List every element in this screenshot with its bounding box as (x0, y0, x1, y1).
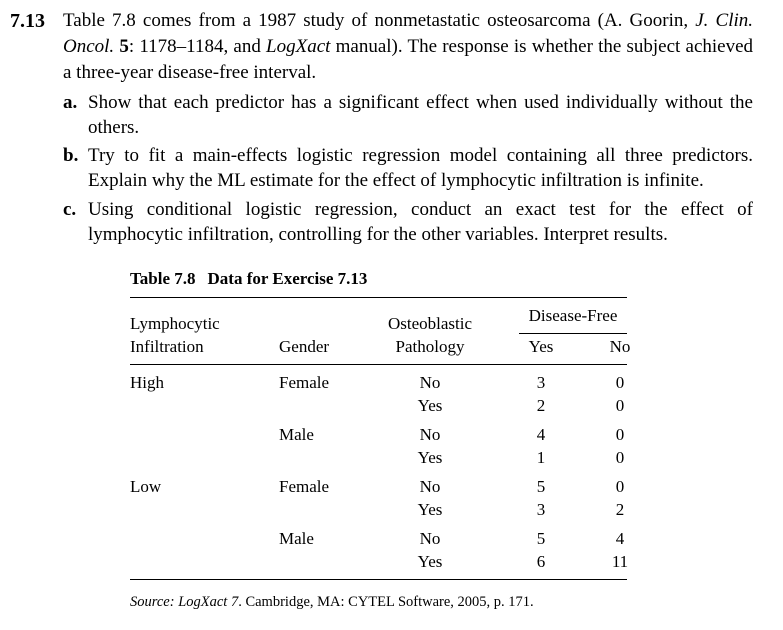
cell-no-count: 0 (615, 448, 625, 467)
cell-gender: Male (279, 425, 314, 444)
header-osteoblastic: Osteoblastic (387, 314, 473, 333)
cell-gender: Female (279, 373, 330, 392)
cell-no-count: 0 (615, 373, 625, 392)
cell-pathology: No (419, 529, 441, 548)
exercise-intro (63, 8, 753, 86)
exercise-part-a (63, 90, 753, 140)
exercise-number: 7.13 (10, 10, 45, 32)
cell-pathology: Yes (417, 552, 443, 571)
source-title: LogXact 7 (178, 594, 239, 610)
table-caption (130, 268, 367, 290)
cell-pathology: Yes (417, 448, 443, 467)
cell-no-count: 0 (615, 425, 625, 444)
intro-text-1: Table 7.8 comes from a 1987 study of nonmetastatic osteosarcoma (A. Goorin, (63, 10, 689, 31)
exercise-part-c (63, 197, 753, 247)
cell-lymph: Low (130, 477, 162, 496)
part-label: b. (63, 145, 79, 166)
cell-pathology: No (419, 477, 441, 496)
journal-pages: : 1178–1184, and (128, 36, 261, 57)
cell-pathology: Yes (417, 500, 443, 519)
cell-yes-count: 3 (536, 500, 546, 519)
cell-lymph: High (130, 373, 164, 392)
cell-yes-count: 6 (536, 552, 546, 571)
intro-text-2: manual). The response is whether the subject achieved a three-year disease-free interval. (63, 36, 754, 83)
journal-volume: 5 (119, 36, 129, 57)
cell-pathology: No (419, 425, 441, 444)
table-header-rule (130, 364, 627, 365)
part-text: Using conditional logistic regression, conduct an exact test for the effect of lymphocytic infiltration, controlling for the other variables. Interpret results. (88, 199, 753, 245)
cell-no-count: 0 (615, 396, 625, 415)
header-infiltration: Infiltration (130, 337, 204, 356)
exercise-part-b (63, 143, 753, 193)
header-lymphocytic: Lymphocytic (130, 314, 220, 333)
cell-pathology: No (419, 373, 441, 392)
cell-no-count: 0 (615, 477, 625, 496)
part-label: c. (63, 199, 77, 220)
manual-name: LogXact (266, 36, 331, 57)
cell-no-count: 11 (611, 552, 629, 571)
source-label: Source: (130, 594, 175, 610)
part-text: Try to fit a main-effects logistic regression model containing all three predictors. Explain why the ML estimate for the effect of lymphocytic infiltration is infinite. (88, 145, 753, 191)
header-no: No (609, 337, 631, 356)
part-label: a. (63, 92, 78, 113)
cell-no-count: 2 (615, 500, 625, 519)
part-text: Show that each predictor has a significant effect when used individually without the others. (88, 92, 753, 138)
cell-yes-count: 2 (536, 396, 546, 415)
table-caption-title: Data for Exercise 7.13 (207, 269, 368, 288)
table-top-rule (130, 297, 627, 298)
cell-yes-count: 5 (536, 529, 546, 548)
source-details: . Cambridge, MA: CYTEL Software, 2005, p. 171. (238, 594, 534, 610)
cell-gender: Female (279, 477, 330, 496)
header-disease-free: Disease-Free (528, 306, 618, 325)
cell-yes-count: 5 (536, 477, 546, 496)
header-yes: Yes (528, 337, 554, 356)
table-bottom-rule (130, 579, 627, 580)
cell-no-count: 4 (615, 529, 625, 548)
journal-name: J. Clin. Oncol. (63, 10, 754, 57)
cell-yes-count: 4 (536, 425, 546, 444)
cell-pathology: Yes (417, 396, 443, 415)
cell-yes-count: 1 (536, 448, 546, 467)
table-source-note (130, 592, 534, 612)
header-pathology: Pathology (395, 337, 465, 356)
disease-free-underline (519, 333, 627, 334)
cell-gender: Male (279, 529, 314, 548)
cell-yes-count: 3 (536, 373, 546, 392)
header-gender: Gender (279, 337, 330, 356)
table-caption-label: Table 7.8 (130, 269, 196, 288)
